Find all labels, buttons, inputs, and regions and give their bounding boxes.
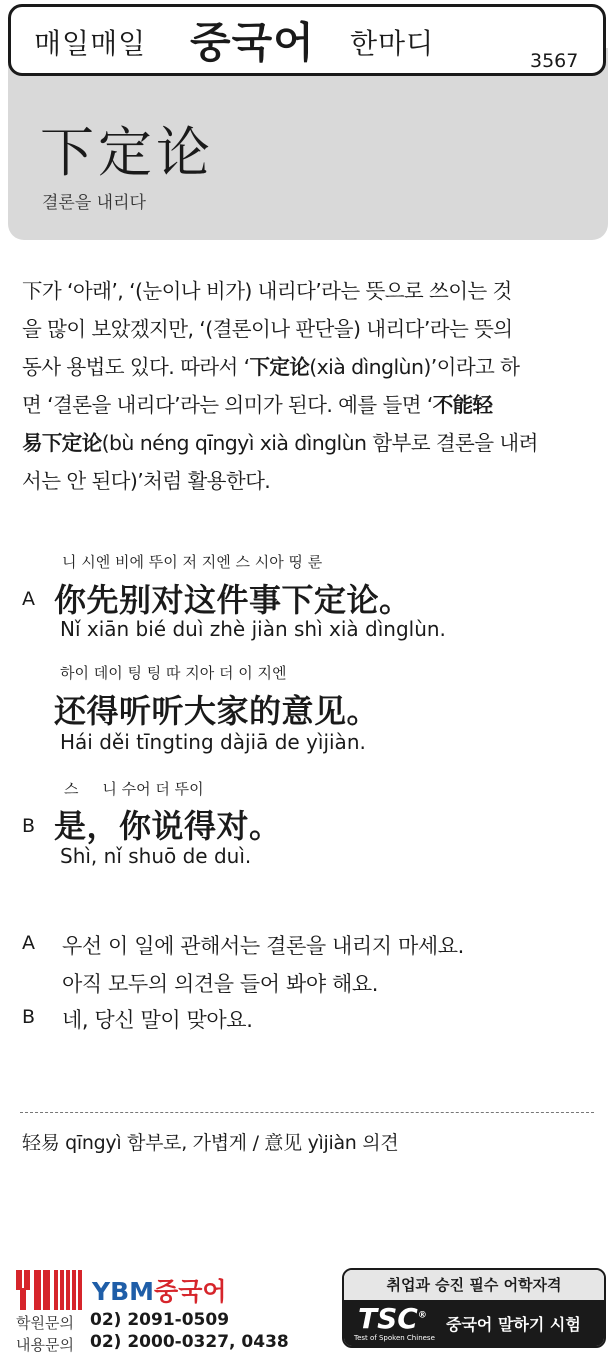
explanation-line: 을 많이 보았겠지만, ‘(결론이나 판단을) 내리다’라는 뜻의 — [22, 317, 513, 341]
pinyin: Nǐ xiān bié duì zhè jiàn shì xià dìnglùn. — [60, 617, 446, 641]
chinese-text: 。 — [379, 581, 412, 619]
tsc-subtitle: Test of Spoken Chinese — [354, 1334, 435, 1342]
title-daily: 매일매일 — [34, 27, 147, 60]
contact-phone[interactable]: 02) 2091-0509 — [90, 1310, 230, 1330]
tsc-tagline: 취업과 승진 필수 어학자격 — [344, 1270, 604, 1300]
pronunciation-guide: 하이 데이 팅 팅 따 지아 더 이 지엔 — [60, 664, 287, 682]
contact-label: 내용문의 — [16, 1336, 74, 1354]
explanation-line — [22, 386, 602, 424]
ybm-brand-kr: 중국어 — [154, 1277, 227, 1306]
speaker-label: B — [22, 1006, 36, 1028]
tsc-name: 중국어 말하기 시험 — [446, 1315, 581, 1334]
pronunciation-guide: 스 니 수어 더 뚜이 — [64, 780, 204, 798]
explanation-span: (bù néng qīngyì xià dìnglùn 함부로 결론을 내려 — [101, 431, 538, 455]
dashed-divider — [20, 1112, 594, 1113]
explanation-span: 면 ‘결론을 내리다’라는 의미가 된다. 예를 들면 ‘ — [22, 393, 433, 417]
explanation-line — [22, 424, 602, 462]
ybm-brand — [92, 1272, 227, 1308]
chinese-sentence: 还得听听大家的意见。 — [54, 692, 380, 730]
explanation-line: 下가 ‘아래’, ‘(눈이나 비가) 내리다’라는 뜻으로 쓰이는 것 — [22, 279, 512, 303]
explanation-span: (xià dìnglùn)’이라고 하 — [309, 355, 520, 379]
explanation-span: 동사 용법도 있다. 따라서 ‘ — [22, 355, 250, 379]
expression-meaning: 결론을 내리다 — [42, 193, 146, 213]
tsc-bar — [344, 1300, 604, 1346]
contact-phone[interactable]: 02) 2000-0327, 0438 — [90, 1332, 289, 1352]
tsc-banner[interactable] — [342, 1268, 606, 1348]
chinese-text: 你先别对这件事 — [54, 581, 282, 619]
chinese-sentence — [54, 575, 412, 621]
tsc-logo — [358, 1302, 427, 1335]
chinese-highlight: 下定论 — [281, 581, 380, 619]
explanation-bold: 下定论 — [249, 355, 310, 379]
speaker-label: A — [22, 588, 35, 610]
explanation-bold: 易下定论 — [22, 431, 102, 455]
tsc-logo-text: TSC — [358, 1302, 418, 1335]
title-phrase: 한마디 — [350, 27, 435, 60]
explanation-text — [22, 272, 602, 500]
pinyin: Shì, nǐ shuō de duì. — [60, 844, 252, 868]
ybm-logo-icon — [16, 1268, 84, 1312]
issue-number: 3567 — [530, 50, 579, 72]
chinese-sentence: 是，你说得对。 — [54, 807, 282, 845]
speaker-label: A — [22, 932, 35, 954]
translation-line: 아직 모두의 의견을 들어 봐야 해요. — [62, 972, 379, 996]
explanation-line — [22, 348, 602, 386]
ybm-brand-en: YBM — [92, 1277, 155, 1306]
explanation-line: 서는 안 된다)’처럼 활용한다. — [22, 469, 271, 493]
speaker-label: B — [22, 815, 36, 837]
contact-label: 학원문의 — [16, 1314, 74, 1332]
expression-title: 下定论 — [40, 121, 214, 184]
pinyin: Hái děi tīngting dàjiā de yìjiàn. — [60, 730, 366, 754]
translation-line: 네, 당신 말이 맞아요. — [62, 1008, 253, 1032]
title-chinese: 중국어 — [190, 18, 315, 67]
explanation-bold: 不能轻 — [432, 393, 493, 417]
registered-mark: ® — [417, 1310, 427, 1321]
pronunciation-guide: 니 시엔 비에 뚜이 저 지엔 스 시아 띵 룬 — [62, 553, 323, 571]
vocabulary-note: 轻易 qīngyì 함부로, 가볍게 / 意见 yìjiàn 의견 — [22, 1132, 399, 1154]
translation-line: 우선 이 일에 관해서는 결론을 내리지 마세요. — [62, 934, 464, 958]
